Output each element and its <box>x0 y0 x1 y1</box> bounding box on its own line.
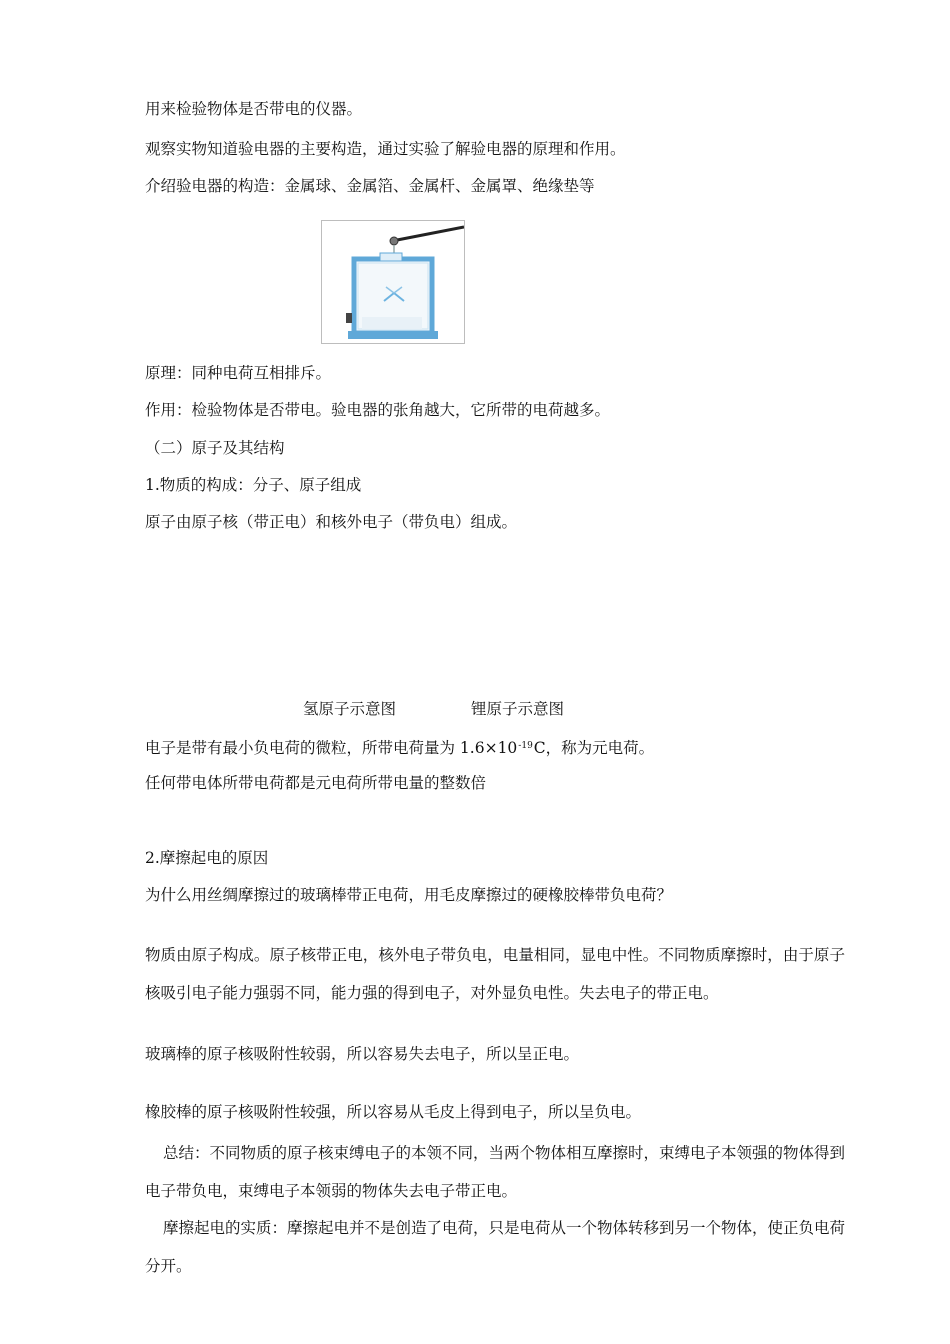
text-line: 2.摩擦起电的原因 <box>145 849 269 867</box>
text-line: 橡胶棒的原子核吸附性较强，所以容易从毛皮上得到电子，所以呈负电。 <box>145 1103 642 1121</box>
paragraph: 物质由原子构成。原子核带正电，核外电子带负电，电量相同，显电中性。不同物质摩擦时，由于原子核吸引电子能力强弱不同，能力强的得到电子，对外显负电性。失去电子的带正电。 <box>145 946 845 1002</box>
text-line: 任何带电体所带电荷都是元电荷所带电量的整数倍 <box>145 774 487 792</box>
section-heading: （二）原子及其结构 <box>145 439 285 457</box>
text-line: 观察实物知道验电器的主要构造，通过实验了解验电器的原理和作用。 <box>145 140 626 158</box>
text-segment: C，称为元电荷。 <box>533 739 655 757</box>
hydrogen-caption: 氢原子示意图 <box>303 700 397 718</box>
electroscope-image <box>321 220 465 344</box>
paragraph: 摩擦起电的实质：摩擦起电并不是创造了电荷，只是电荷从一个物体转移到另一个物体，使正负电荷分开。 <box>145 1219 846 1275</box>
exponent: -19 <box>518 741 533 751</box>
lithium-caption: 锂原子示意图 <box>471 700 565 718</box>
electroscope-drawing <box>322 221 464 343</box>
text-line: 玻璃棒的原子核吸附性较弱，所以容易失去电子，所以呈正电。 <box>145 1045 580 1063</box>
text-line: 用来检验物体是否带电的仪器。 <box>145 100 363 118</box>
text-line: 介绍验电器的构造：金属球、金属箔、金属杆、金属罩、绝缘垫等 <box>145 177 595 195</box>
text-line: 作用：检验物体是否带电。验电器的张角越大，它所带的电荷越多。 <box>145 401 611 419</box>
text-line: 1.物质的构成：分子、原子组成 <box>145 476 362 494</box>
text-line: 为什么用丝绸摩擦过的玻璃棒带正电荷，用毛皮摩擦过的硬橡胶棒带负电荷？ <box>145 886 673 904</box>
text-line: 原理：同种电荷互相排斥。 <box>145 364 332 382</box>
text-segment: 电子是带有最小负电荷的微粒，所带电荷量为 1.6×10 <box>145 739 518 757</box>
paragraph: 总结：不同物质的原子核束缚电子的本领不同，当两个物体相互摩擦时，束缚电子本领强的物体得到电子带负电，束缚电子本领弱的物体失去电子带正电。 <box>145 1144 846 1200</box>
text-line <box>145 735 654 759</box>
text-line: 原子由原子核（带正电）和核外电子（带负电）组成。 <box>145 513 518 531</box>
